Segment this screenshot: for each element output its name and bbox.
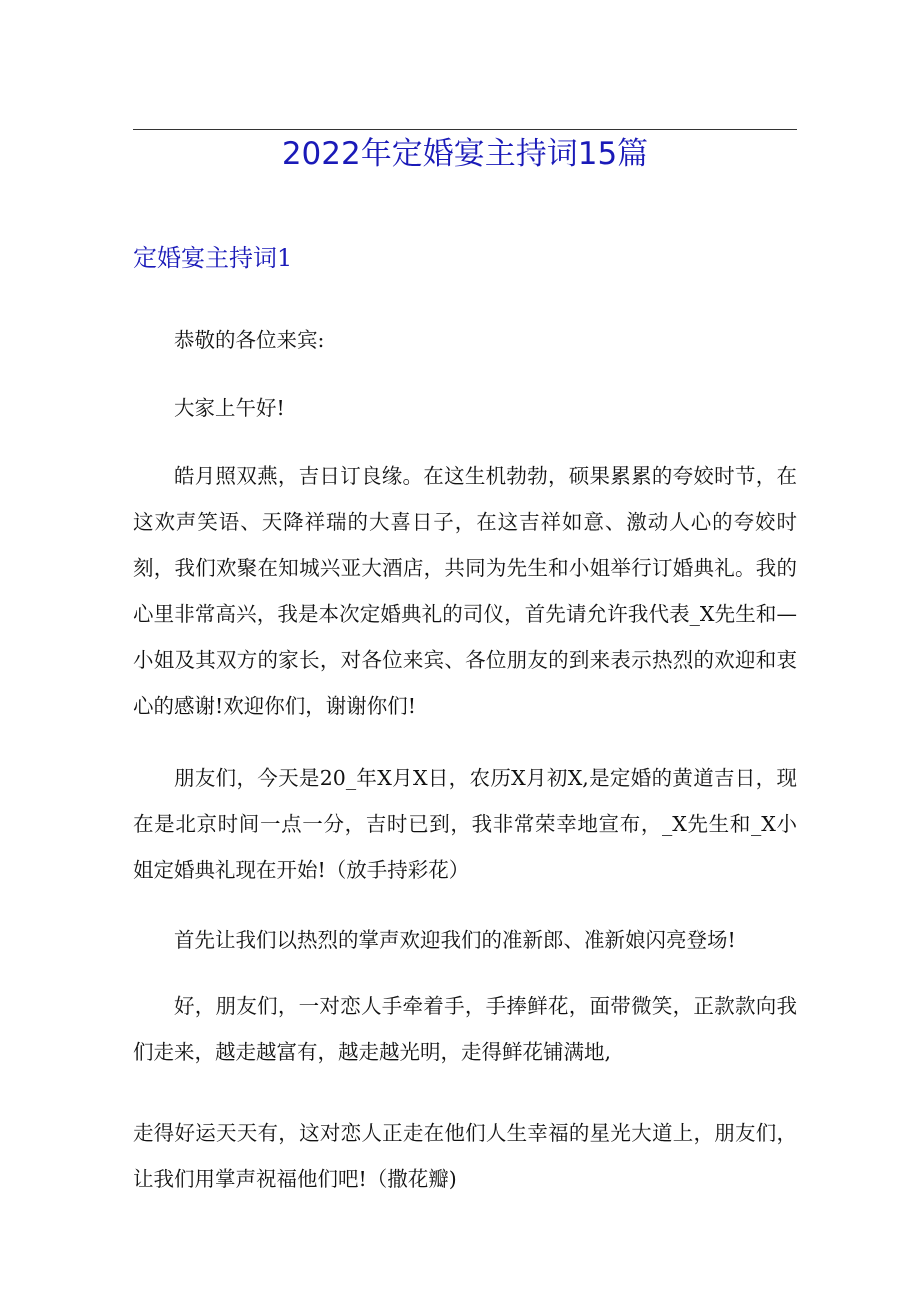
paragraph-blessing: 走得好运天天有，这对恋人正走在他们人生幸福的星光大道上，朋友们，让我们用掌声祝福他们吧!（撒花瓣) xyxy=(133,1121,797,1191)
header-rule xyxy=(133,129,797,130)
paragraph-salutation: 恭敬的各位来宾: xyxy=(174,328,325,352)
paragraph-opening: 皓月照双燕，吉日订良缘。在这生机勃勃，硕果累累的夸姣时节，在这欢声笑语、天降祥瑞的大喜日子，在这吉祥如意、激动人心的夸姣时刻，我们欢聚在知城兴亚大酒店，共同为先生和小姐举行订婚典礼。我的心里非常高兴，我是本次定婚典礼的司仪，首先请允许我代表_X先生和—小姐及其双方的家长，对各位来宾、各位朋友的到来表示热烈的欢迎和衷心的感谢!欢迎你们，谢谢你们! xyxy=(133,464,797,718)
section-heading: 定婚宴主持词1 xyxy=(133,244,293,272)
document-title: 2022年定婚宴主持词15篇 xyxy=(281,136,649,172)
paragraph-announcement: 朋友们，今天是20_年X月X日，农历X月初X,是定婚的黄道吉日，现在是北京时间一点一分，吉时已到，我非常荣幸地宣布，_X先生和_X小姐定婚典礼现在开始!（放手持彩花） xyxy=(133,766,797,882)
paragraph-welcome: 首先让我们以热烈的掌声欢迎我们的准新郎、准新娘闪亮登场! xyxy=(174,928,736,952)
paragraph-greeting: 大家上午好! xyxy=(174,396,285,420)
paragraph-entrance: 好，朋友们，一对恋人手牵着手，手捧鲜花，面带微笑，正款款向我们走来，越走越富有，越走越光明，走得鲜花铺满地, xyxy=(133,994,797,1064)
